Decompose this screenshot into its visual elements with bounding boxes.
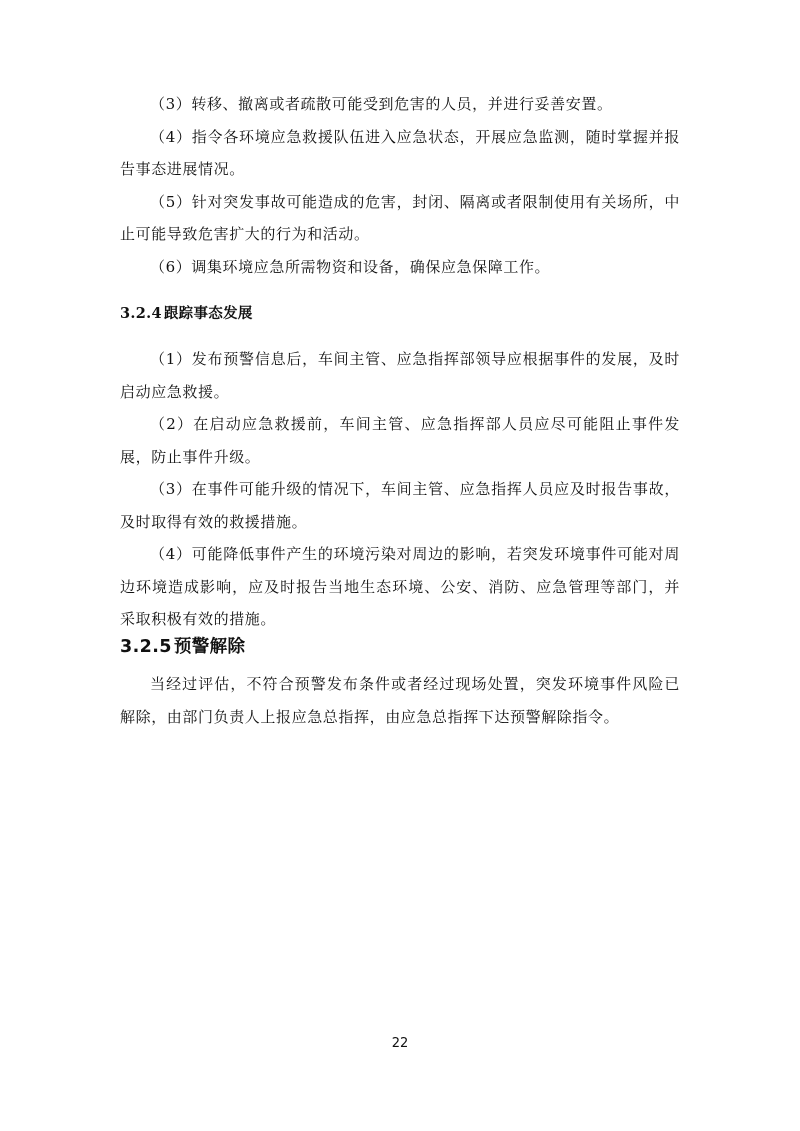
- measure-item-3: （3）转移、撤离或者疏散可能受到危害的人员，并进行妥善安置。: [150, 95, 613, 113]
- warning-release-paragraph: 当经过评估，不符合预警发布条件或者经过现场处置，突发环境事件风险已解除，由部门负责人上报应急总指挥，由应急总指挥下达预警解除指令。: [120, 675, 680, 726]
- page-number: 22: [391, 1036, 409, 1051]
- tracking-item-4: （4）可能降低事件产生的环境污染对周边的影响，若突发环境事件可能对周边环境造成影响，应及时报告当地生态环境、公安、消防、应急管理等部门，并采取积极有效的措施。: [120, 545, 680, 628]
- section-number: 3.2.5: [120, 637, 172, 657]
- section-heading-3-2-4: [120, 302, 253, 323]
- tracking-item-2: （2）在启动应急救援前，车间主管、应急指挥部人员应尽可能阻止事件发展，防止事件升级。: [120, 415, 680, 466]
- measure-item-5: （5）针对突发事故可能造成的危害，封闭、隔离或者限制使用有关场所，中止可能导致危害扩大的行为和活动。: [120, 192, 680, 243]
- measure-item-6: （6）调集环境应急所需物资和设备，确保应急保障工作。: [150, 257, 551, 276]
- measure-item-4: （4）指令各环境应急救援队伍进入应急状态，开展应急监测，随时掌握并报告事态进展情况。: [120, 127, 680, 178]
- section-3-2-5-body: [120, 668, 680, 733]
- section-title: 预警解除: [173, 637, 246, 657]
- tracking-item-1: （1）发布预警信息后，车间主管、应急指挥部领导应根据事件的发展，及时启动应急救援。: [120, 350, 680, 401]
- section-heading-3-2-5: [120, 633, 245, 658]
- measures-list: [120, 88, 680, 283]
- section-title: 跟踪事态发展: [163, 305, 253, 322]
- section-3-2-4-body: [120, 343, 680, 636]
- tracking-item-3: （3）在事件可能升级的情况下，车间主管、应急指挥人员应及时报告事故，及时取得有效的救援措施。: [120, 480, 680, 531]
- section-number: 3.2.4: [120, 305, 162, 322]
